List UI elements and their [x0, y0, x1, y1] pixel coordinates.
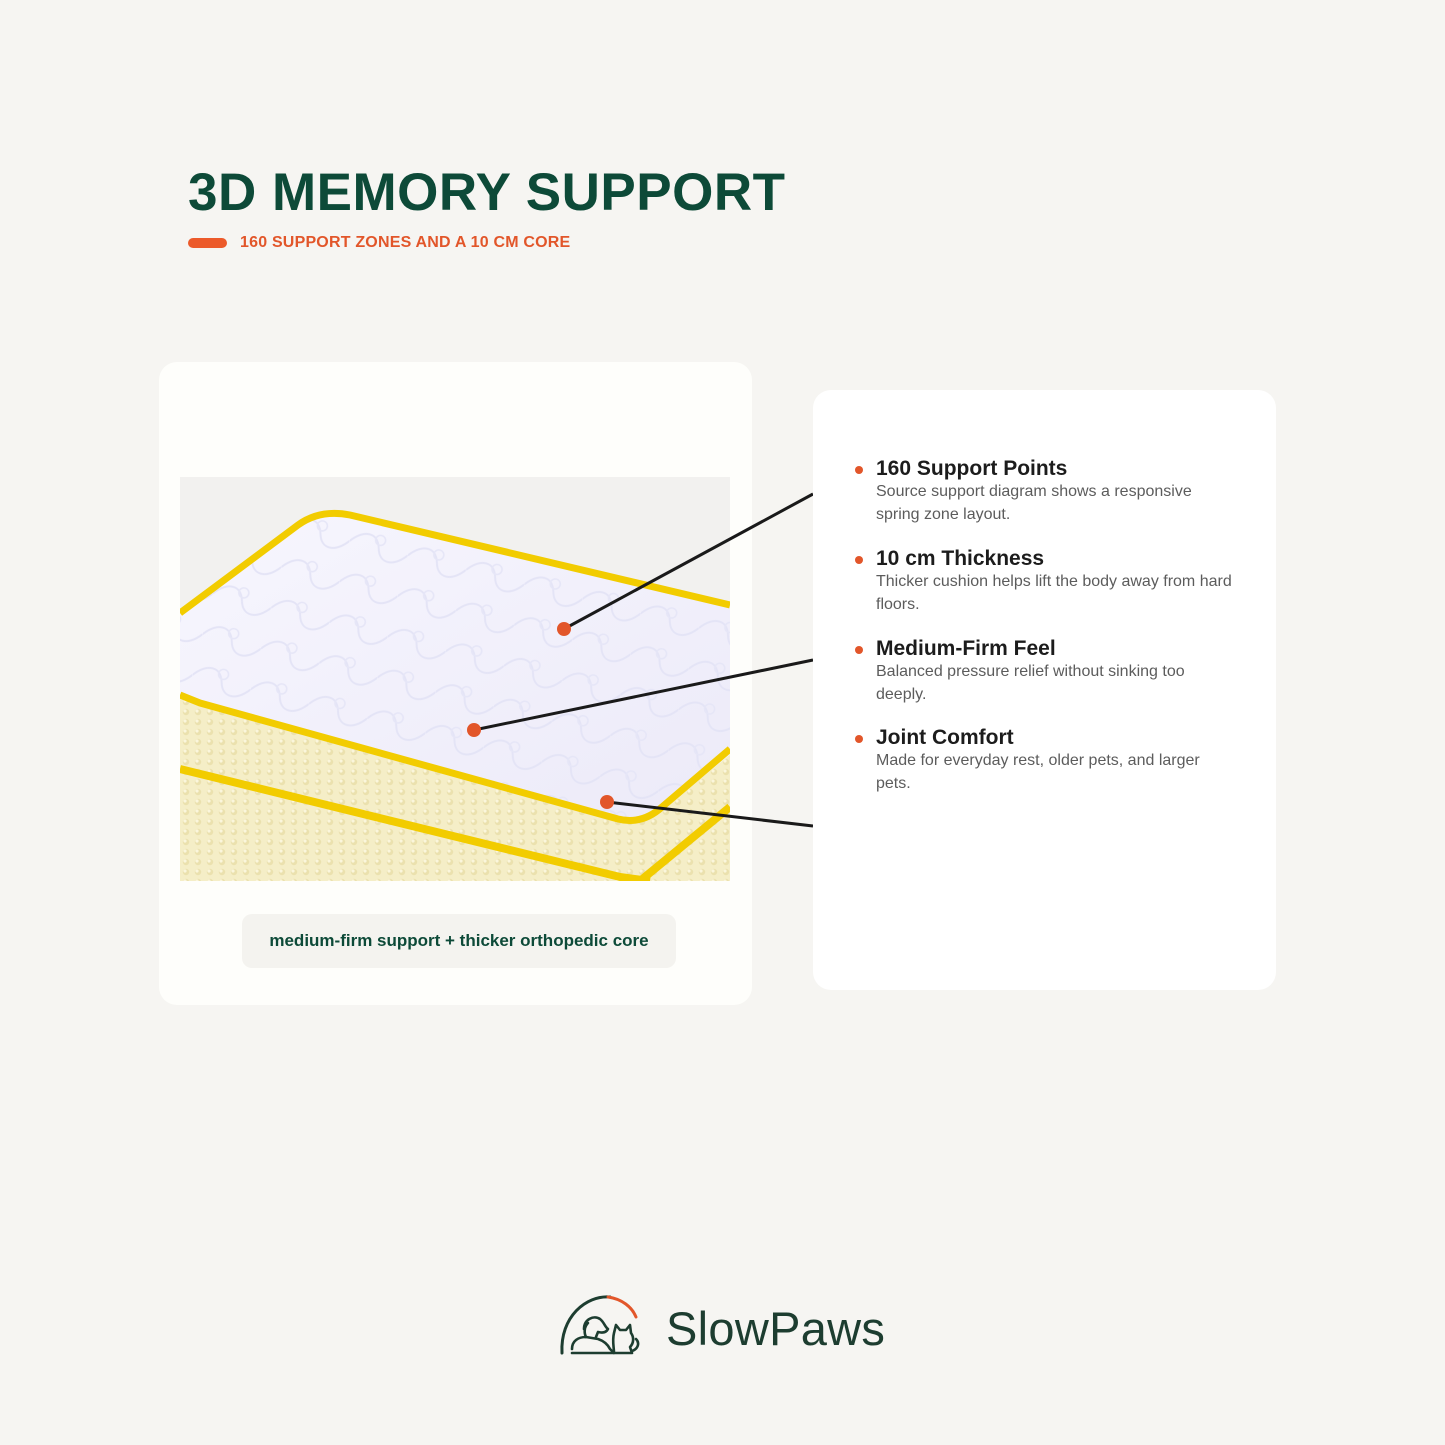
- mattress-illustration: [180, 477, 730, 881]
- product-image-card: [159, 362, 752, 1005]
- feature-description: Balanced pressure relief without sinking too deeply.: [876, 663, 1185, 703]
- bullet-dot-icon: [855, 466, 863, 474]
- bullet-dot-icon: [855, 646, 863, 654]
- subtitle-accent-bar: [188, 238, 227, 248]
- feature-description: Thicker cushion helps lift the body away from hard floors.: [876, 573, 1232, 613]
- feature-title: Medium-Firm Feel: [876, 637, 1056, 660]
- feature-description: Made for everyday rest, older pets, and larger pets.: [876, 752, 1200, 792]
- bullet-dot-icon: [855, 735, 863, 743]
- brand-name: SlowPaws: [666, 1302, 886, 1355]
- bullet-dot-icon: [855, 556, 863, 564]
- features-card: [813, 390, 1276, 990]
- mattress-photo: [180, 477, 730, 881]
- feature-title: Joint Comfort: [876, 726, 1014, 749]
- brand-logo: [558, 1289, 888, 1361]
- dog-and-cat-arch-icon: [558, 1289, 642, 1361]
- page-subtitle: 160 SUPPORT ZONES AND A 10 CM CORE: [240, 234, 571, 251]
- page-title: 3D MEMORY SUPPORT: [188, 163, 786, 222]
- feature-title: 160 Support Points: [876, 457, 1068, 480]
- feature-title: 10 cm Thickness: [876, 547, 1045, 570]
- product-caption: medium-firm support + thicker orthopedic core: [242, 914, 676, 968]
- feature-description: Source support diagram shows a responsive spring zone layout.: [876, 483, 1192, 523]
